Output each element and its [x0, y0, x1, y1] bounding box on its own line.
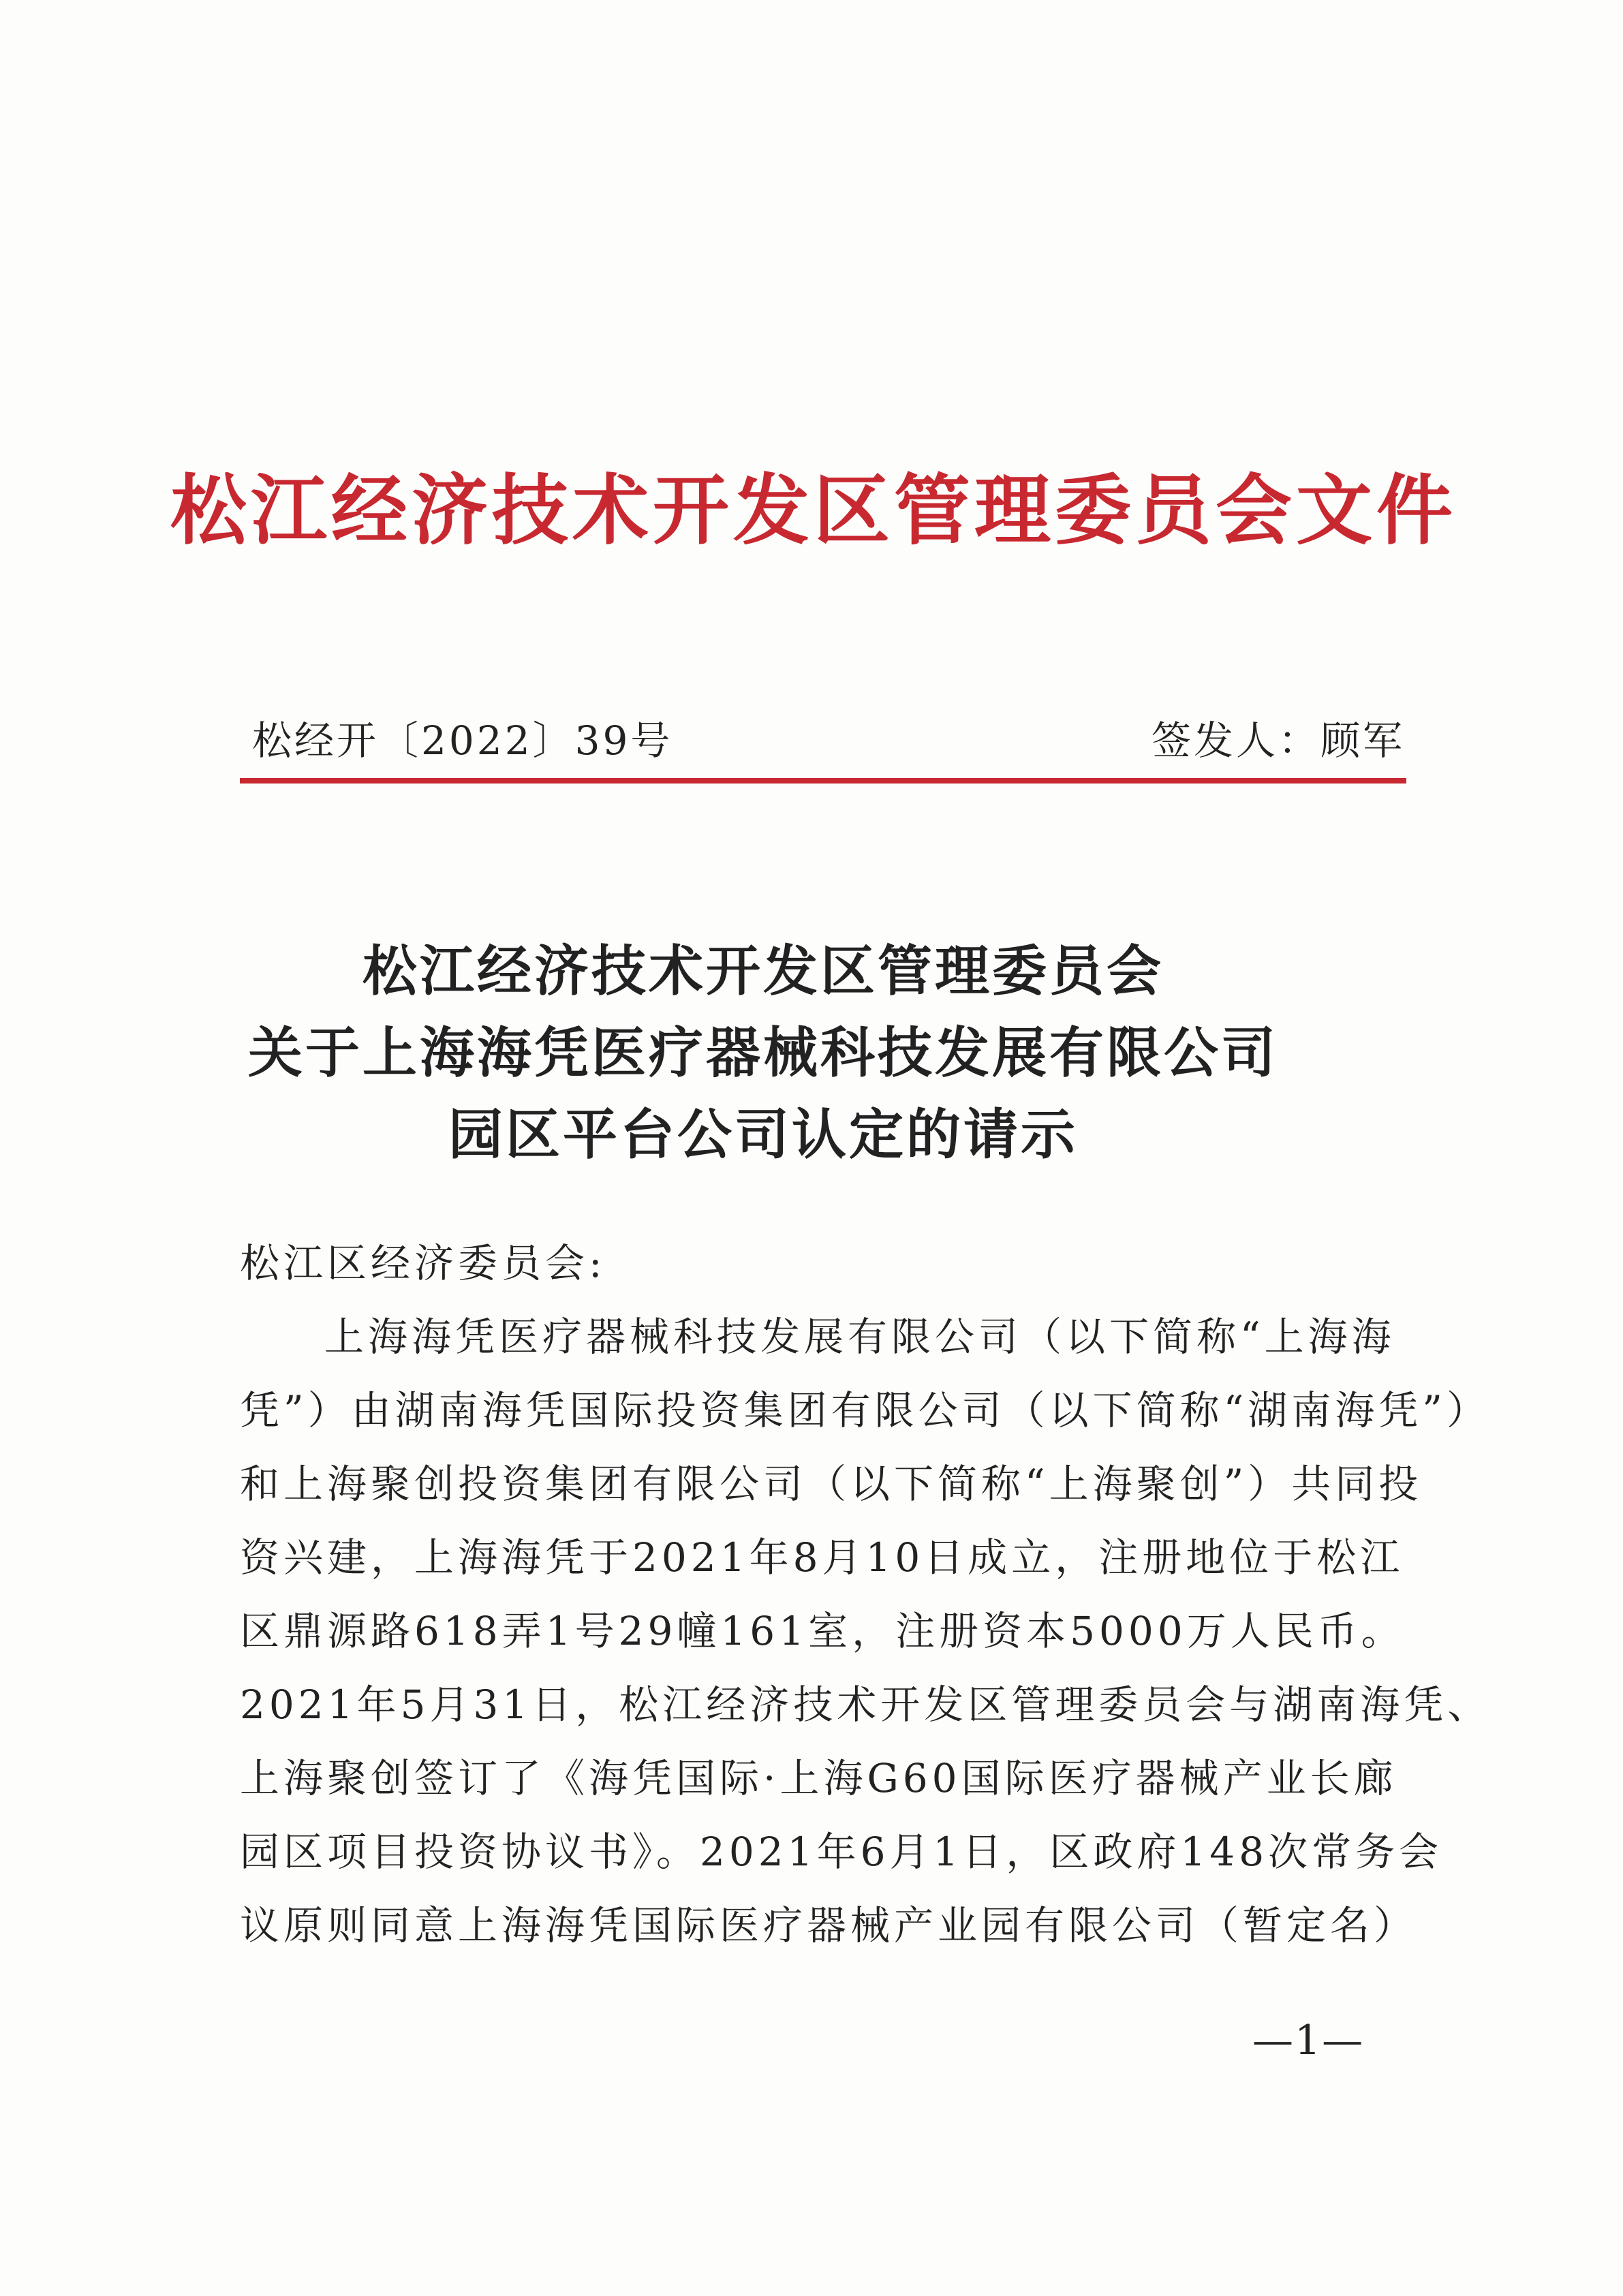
document-body: [240, 1226, 1491, 1962]
body-line: 和上海聚创投资集团有限公司（以下简称“上海聚创”）共同投: [240, 1461, 1423, 1507]
title-line: 园区平台公司认定的请示: [448, 1102, 1078, 1166]
masthead-title: 松江经济技术开发区管理委员会文件: [170, 466, 1457, 555]
body-line: 园区项目投资协议书》。2021年6月1日，区政府148次常务会: [240, 1829, 1443, 1875]
body-line: 资兴建，上海海凭于2021年8月10日成立，注册地位于松江: [240, 1534, 1404, 1581]
body-line: 议原则同意上海海凭国际医疗器械产业园有限公司（暂定名）: [240, 1902, 1418, 1949]
title-line: 松江经济技术开发区管理委员会: [362, 939, 1164, 1003]
red-divider: [240, 778, 1406, 784]
signer: 签发人：顾军: [1151, 717, 1405, 764]
page-number: —1—: [1252, 2017, 1365, 2064]
body-line: 上海海凭医疗器械科技发展有限公司（以下简称“上海海: [324, 1314, 1395, 1360]
document-number: 松经开〔2022〕39号: [252, 717, 673, 764]
body-line: 上海聚创签订了《海凭国际·上海G60国际医疗器械产业长廊: [240, 1755, 1397, 1801]
paragraph: [240, 1300, 1491, 1962]
body-line: 2021年5月31日，松江经济技术开发区管理委员会与湖南海凭、: [240, 1681, 1491, 1728]
body-line: 区鼎源路618弄1号29幢161室，注册资本5000万人民币。: [240, 1608, 1405, 1654]
salutation: 松江区经济委员会:: [240, 1240, 606, 1286]
body-line: 凭”）由湖南海凭国际投资集团有限公司（以下简称“湖南海凭”）: [240, 1387, 1490, 1433]
title-line: 关于上海海凭医疗器械科技发展有限公司: [248, 1021, 1278, 1085]
document-title: [204, 930, 1322, 1175]
